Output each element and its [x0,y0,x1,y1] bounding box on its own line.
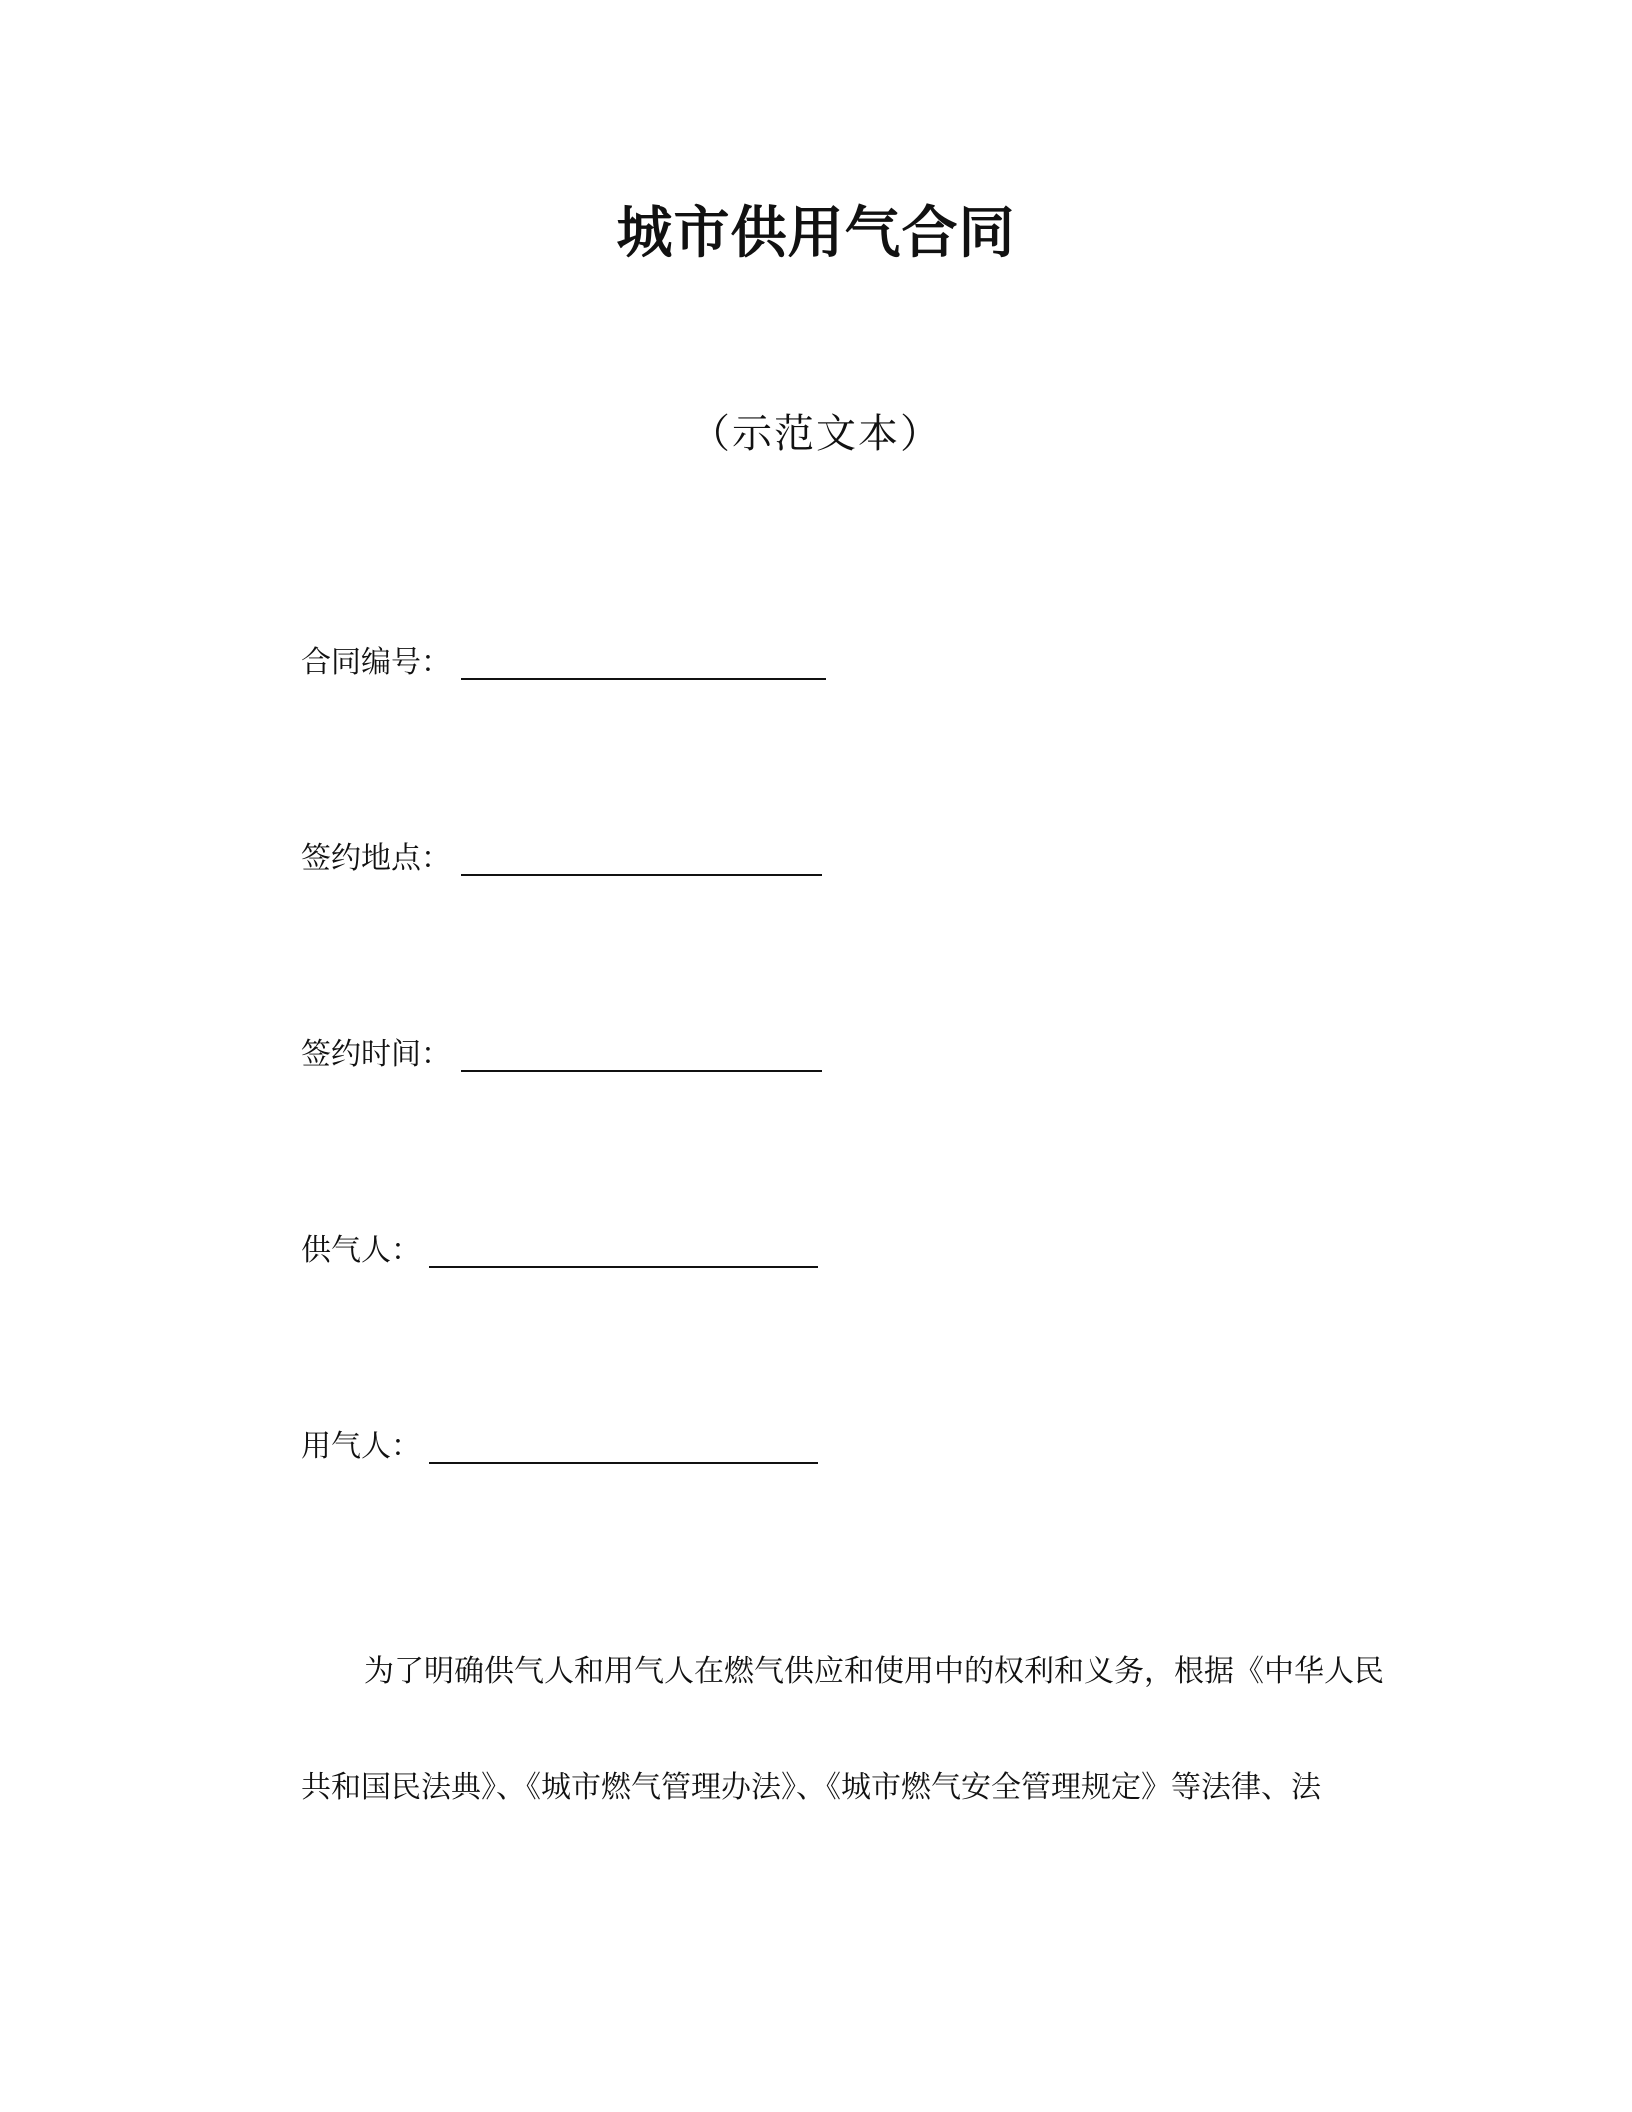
document-title: 城市供用气合同 [616,201,1016,266]
field-contract-number [301,638,451,688]
signing-place-blank [461,874,822,876]
field-label-gas-user: 用气人： [301,1429,421,1464]
intro-line-2: 共和国民法典》、《城市燃气管理办法》、《城市燃气安全管理规定》等法律、法 [301,1770,1321,1805]
gas-supplier-blank [429,1266,818,1268]
signing-time-blank [461,1070,822,1072]
field-label-gas-supplier: 供气人： [301,1233,421,1268]
intro-paragraph [238,1614,1384,1846]
field-gas-user [301,1422,421,1472]
field-signing-time [301,1030,451,1080]
field-label-signing-place: 签约地点： [301,841,451,876]
field-signing-place [301,834,451,884]
contract-number-blank [461,678,826,680]
field-label-signing-time: 签约时间： [301,1037,451,1072]
intro-line-1: 为了明确供气人和用气人在燃气供应和使用中的权利和义务，根据《中华人民 [364,1654,1384,1689]
document-subtitle: （示范文本） [690,411,942,457]
field-label-contract-number: 合同编号： [301,645,451,680]
gas-user-blank [429,1462,818,1464]
field-gas-supplier [301,1226,421,1276]
